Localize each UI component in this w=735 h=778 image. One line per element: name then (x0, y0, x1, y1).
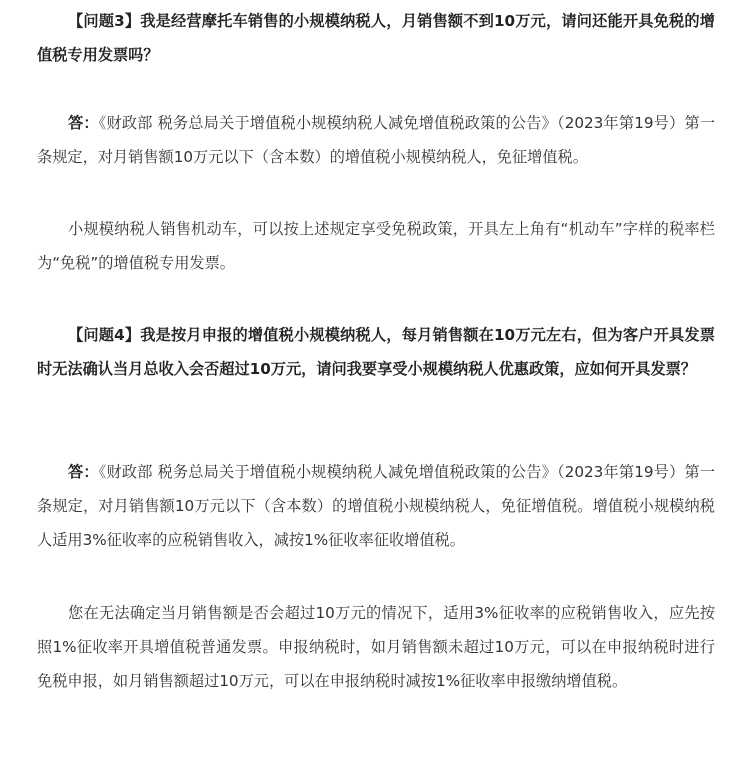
answer-4-paragraph-2-text: 您在无法确定当月销售额是否会超过10万元的情况下，适用3%征收率的应税销售收入，应先按照1%征收率开具增值税普通发票。申报纳税时，如月销售额未超过10万元，可以在申报纳税时进行免税申报，如月销售额超过10万元，可以在申报纳税时减按1%征收率申报缴纳增值税。 (37, 604, 715, 690)
answer-4-text: 《财政部 税务总局关于增值税小规模纳税人减免增值税政策的公告》（2023年第19号）第一条规定，对月销售额10万元以下（含本数）的增值税小规模纳税人，免征增值税。增值税小规模纳税人适用3%征收率的应税销售收入，减按1%征收率征收增值税。 (37, 463, 716, 549)
answer-4-paragraph-2 (37, 596, 715, 698)
answer-3-label: 答： (68, 114, 99, 132)
answer-3 (37, 106, 715, 174)
question-4 (37, 318, 715, 386)
question-3-text: 【问题3】我是经营摩托车销售的小规模纳税人，月销售额不到10万元，请问还能开具免税的增值税专用发票吗？ (37, 12, 715, 64)
answer-3-text: 《财政部 税务总局关于增值税小规模纳税人减免增值税政策的公告》（2023年第19号）第一条规定，对月销售额10万元以下（含本数）的增值税小规模纳税人，免征增值税。 (37, 114, 716, 166)
answer-3-paragraph-2-text: 小规模纳税人销售机动车，可以按上述规定享受免税政策，开具左上角有“机动车”字样的税率栏为“免税”的增值税专用发票。 (37, 220, 715, 272)
question-4-text: 【问题4】我是按月申报的增值税小规模纳税人，每月销售额在10万元左右，但为客户开具发票时无法确认当月总收入会否超过10万元，请问我要享受小规模纳税人优惠政策，应如何开具发票？ (37, 326, 715, 378)
answer-4 (37, 455, 715, 557)
answer-3-paragraph-2 (37, 212, 715, 280)
question-3 (37, 4, 715, 72)
answer-4-label: 答： (68, 463, 99, 481)
